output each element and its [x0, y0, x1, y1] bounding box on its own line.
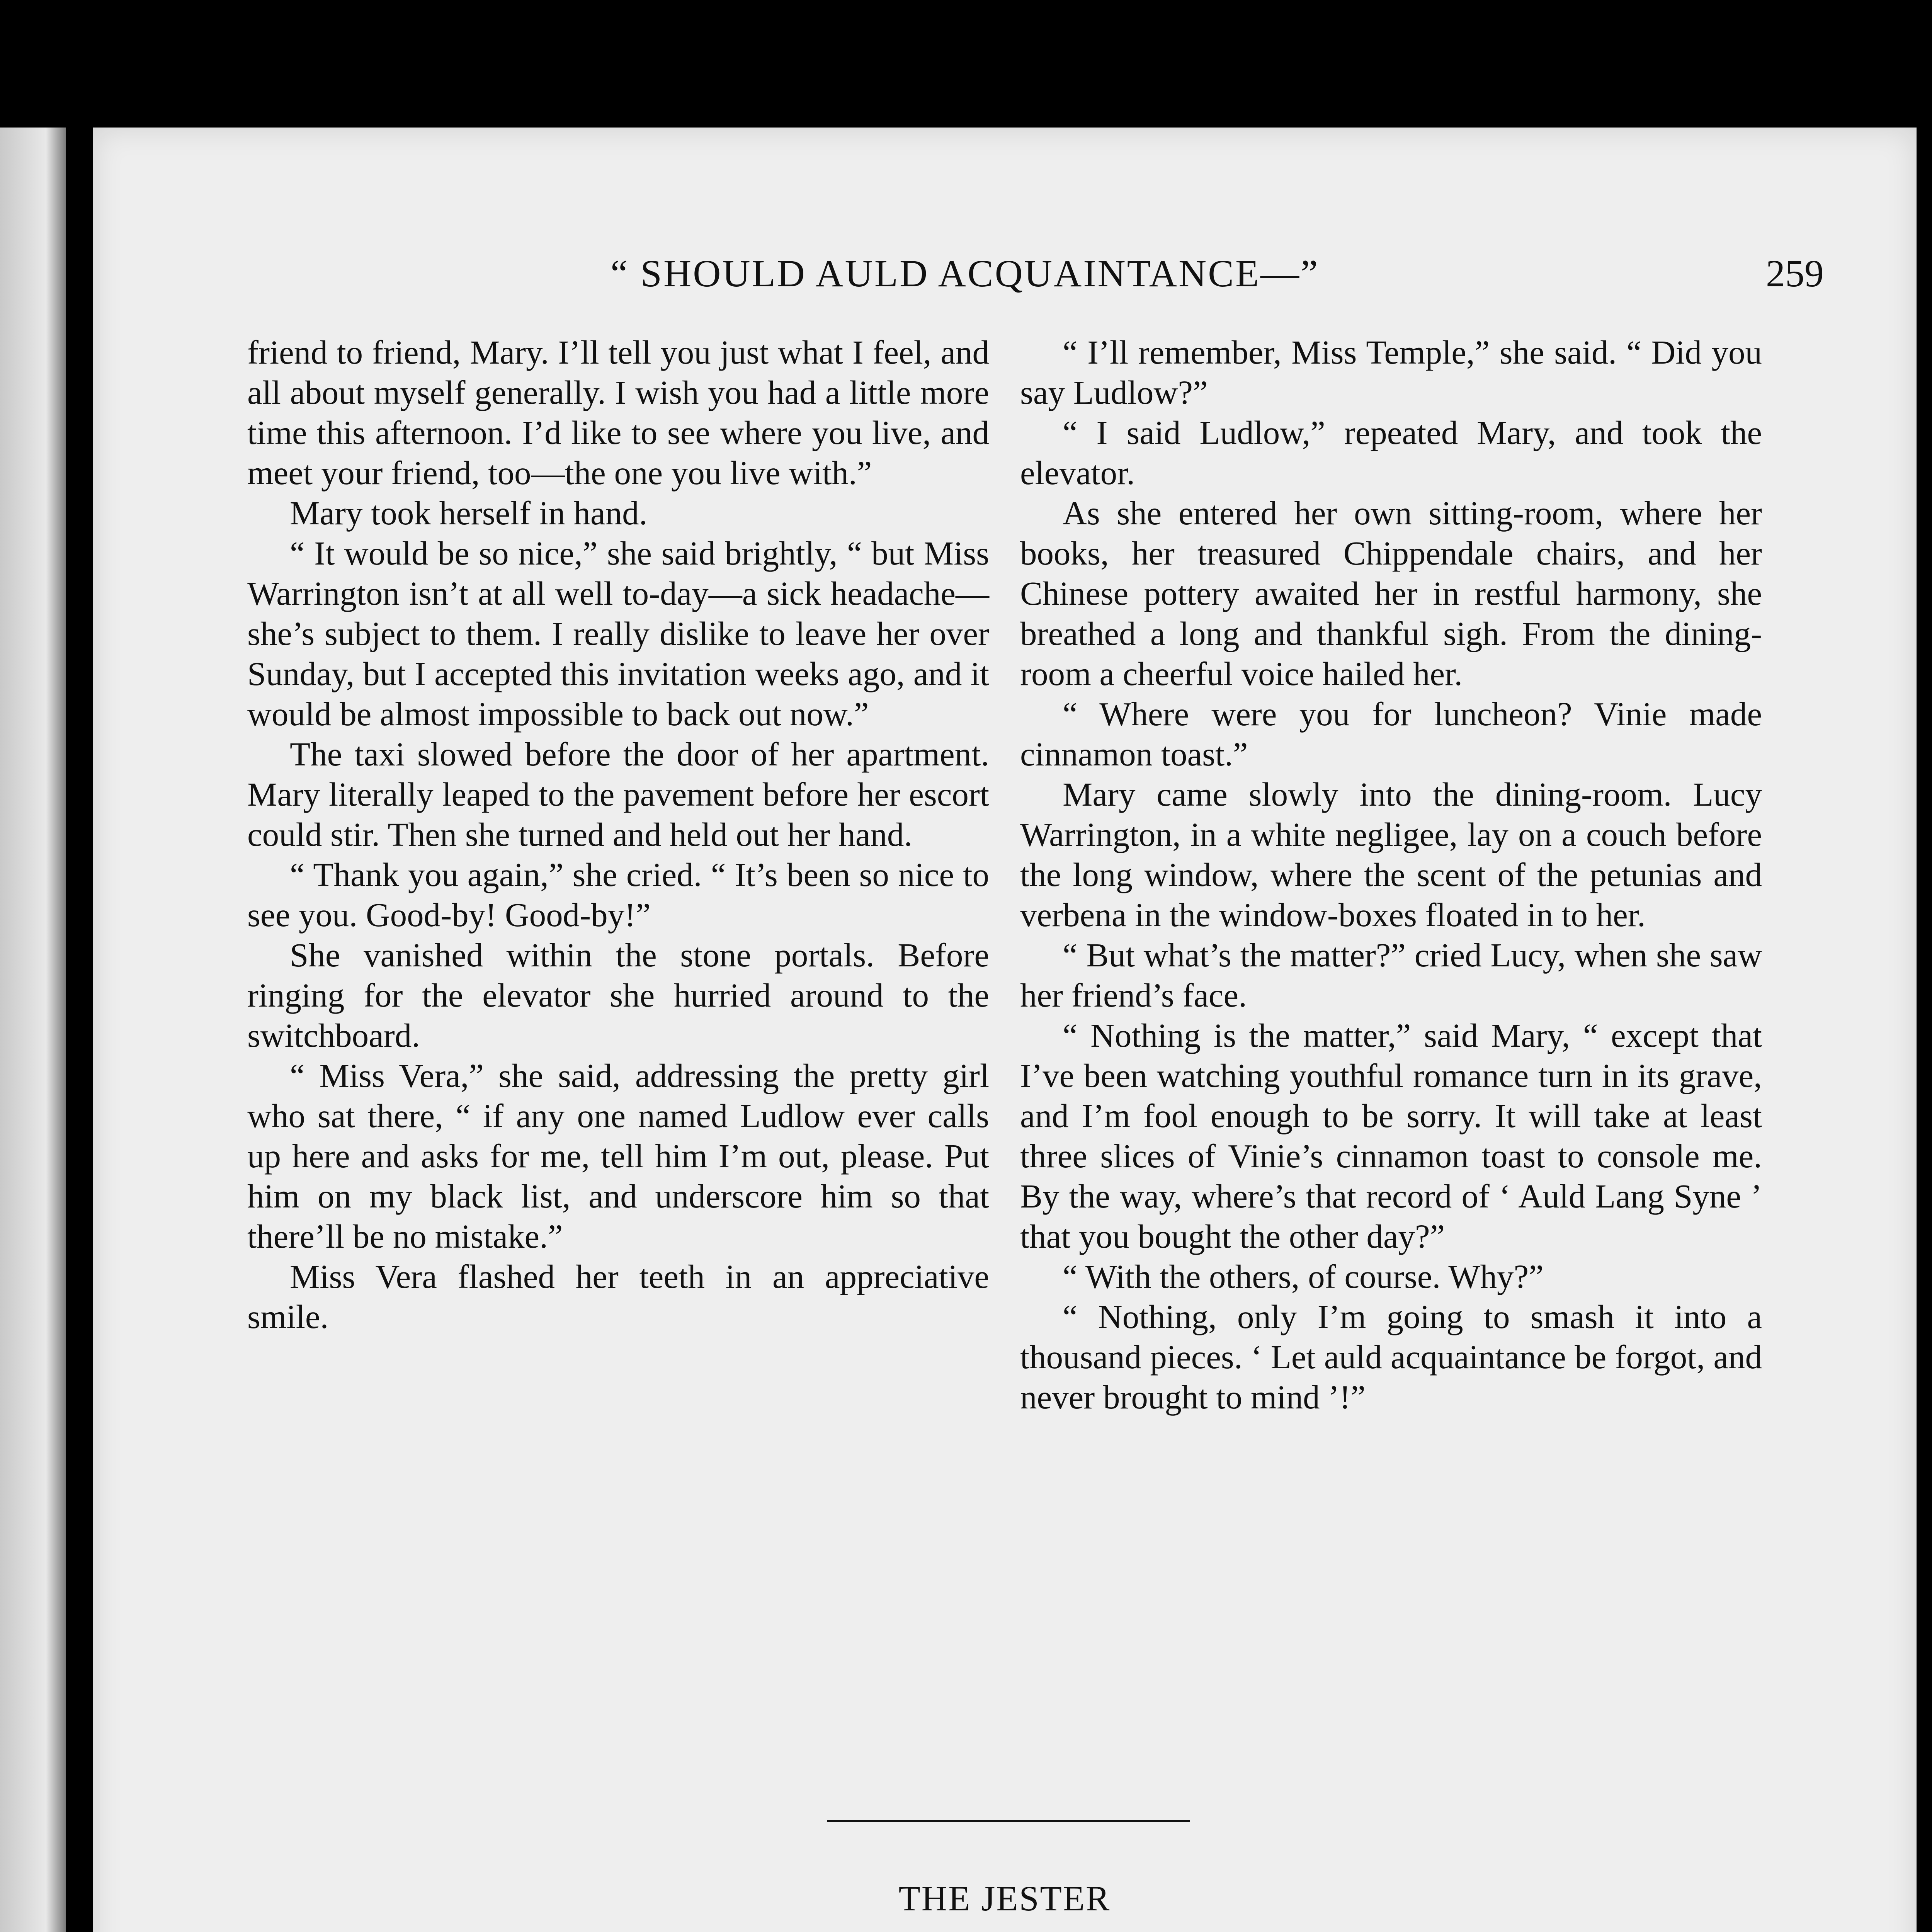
page-number: 259 — [1766, 252, 1824, 295]
paragraph: “ I said Ludlow,” repeated Mary, and took the elevator. — [1020, 414, 1762, 492]
paragraph: “ With the others, of course. Why?” — [1063, 1258, 1544, 1295]
adjacent-page-edge — [0, 128, 66, 1932]
paragraph: The taxi slowed before the door of her apartment. Mary literally leaped to the pavement before her escort could stir. Then she turned and held out her hand. — [247, 735, 989, 853]
paragraph: As she entered her own sitting-room, where her books, her treasured Chippendale chairs, and her Chinese pottery awaited her in restful harmony, she breathed a long and thankful sigh. From the dining-room a cheerful voice hailed her. — [1020, 494, 1762, 692]
left-column — [247, 332, 989, 1337]
paragraph: “ But what’s the matter?” cried Lucy, when she saw her friend’s face. — [1020, 936, 1762, 1014]
right-column — [1020, 332, 1762, 1417]
paragraph: friend to friend, Mary. I’ll tell you just what I feel, and all about myself generally. I wish you had a little more time this afternoon. I’d like to see where you live, and meet your friend, too—the one you live with.” — [247, 333, 989, 492]
section-divider — [827, 1820, 1190, 1822]
paragraph: “ Where were you for luncheon? Vinie made cinnamon toast.” — [1020, 695, 1762, 773]
running-head: “ SHOULD AULD ACQUAINTANCE—” — [611, 252, 1320, 295]
paragraph: “ Nothing, only I’m going to smash it into a thousand pieces. ‘ Let auld acquaintance be forgot, and never brought to mind ’!” — [1020, 1298, 1762, 1416]
paragraph: “ Nothing is the matter,” said Mary, “ except that I’ve been watching youthful romance turn in its grave, and I’m fool enough to be sorry. It will take at least three slices of Vinie’s cinnamon toast to console me. By the way, where’s that record of ‘ Auld Lang Syne ’ that you bought the other day?” — [1020, 1017, 1762, 1255]
paragraph: Mary came slowly into the dining-room. Lucy Warrington, in a white negligee, lay on a couch before the long window, where the scent of the petunias and verbena in the window-boxes floated in to her. — [1020, 776, 1762, 934]
paragraph: “ I’ll remember, Miss Temple,” she said. “ Did you say Ludlow?” — [1020, 333, 1762, 411]
poem-title: THE JESTER — [898, 1879, 1111, 1918]
paragraph: She vanished within the stone portals. Before ringing for the elevator she hurried around to the switchboard. — [247, 936, 989, 1054]
paragraph: “ Miss Vera,” she said, addressing the pretty girl who sat there, “ if any one named Ludlow ever calls up here and asks for me, tell him I’m out, please. Put him on my black list, and underscore him so that there’ll be no mistake.” — [247, 1057, 989, 1255]
paragraph: “ Thank you again,” she cried. “ It’s been so nice to see you. Good-by! Good-by!” — [247, 856, 989, 934]
paragraph: Mary took herself in hand. — [290, 494, 648, 532]
book-page — [93, 128, 1917, 1932]
paragraph: “ It would be so nice,” she said brightly, “ but Miss Warrington isn’t at all well to-day—a sick headache—she’s subject to them. I really dislike to leave her over Sunday, but I accepted this invitation weeks ago, and it would be almost impossible to back out now.” — [247, 534, 989, 733]
paragraph: Miss Vera flashed her teeth in an appreciative smile. — [247, 1258, 989, 1335]
